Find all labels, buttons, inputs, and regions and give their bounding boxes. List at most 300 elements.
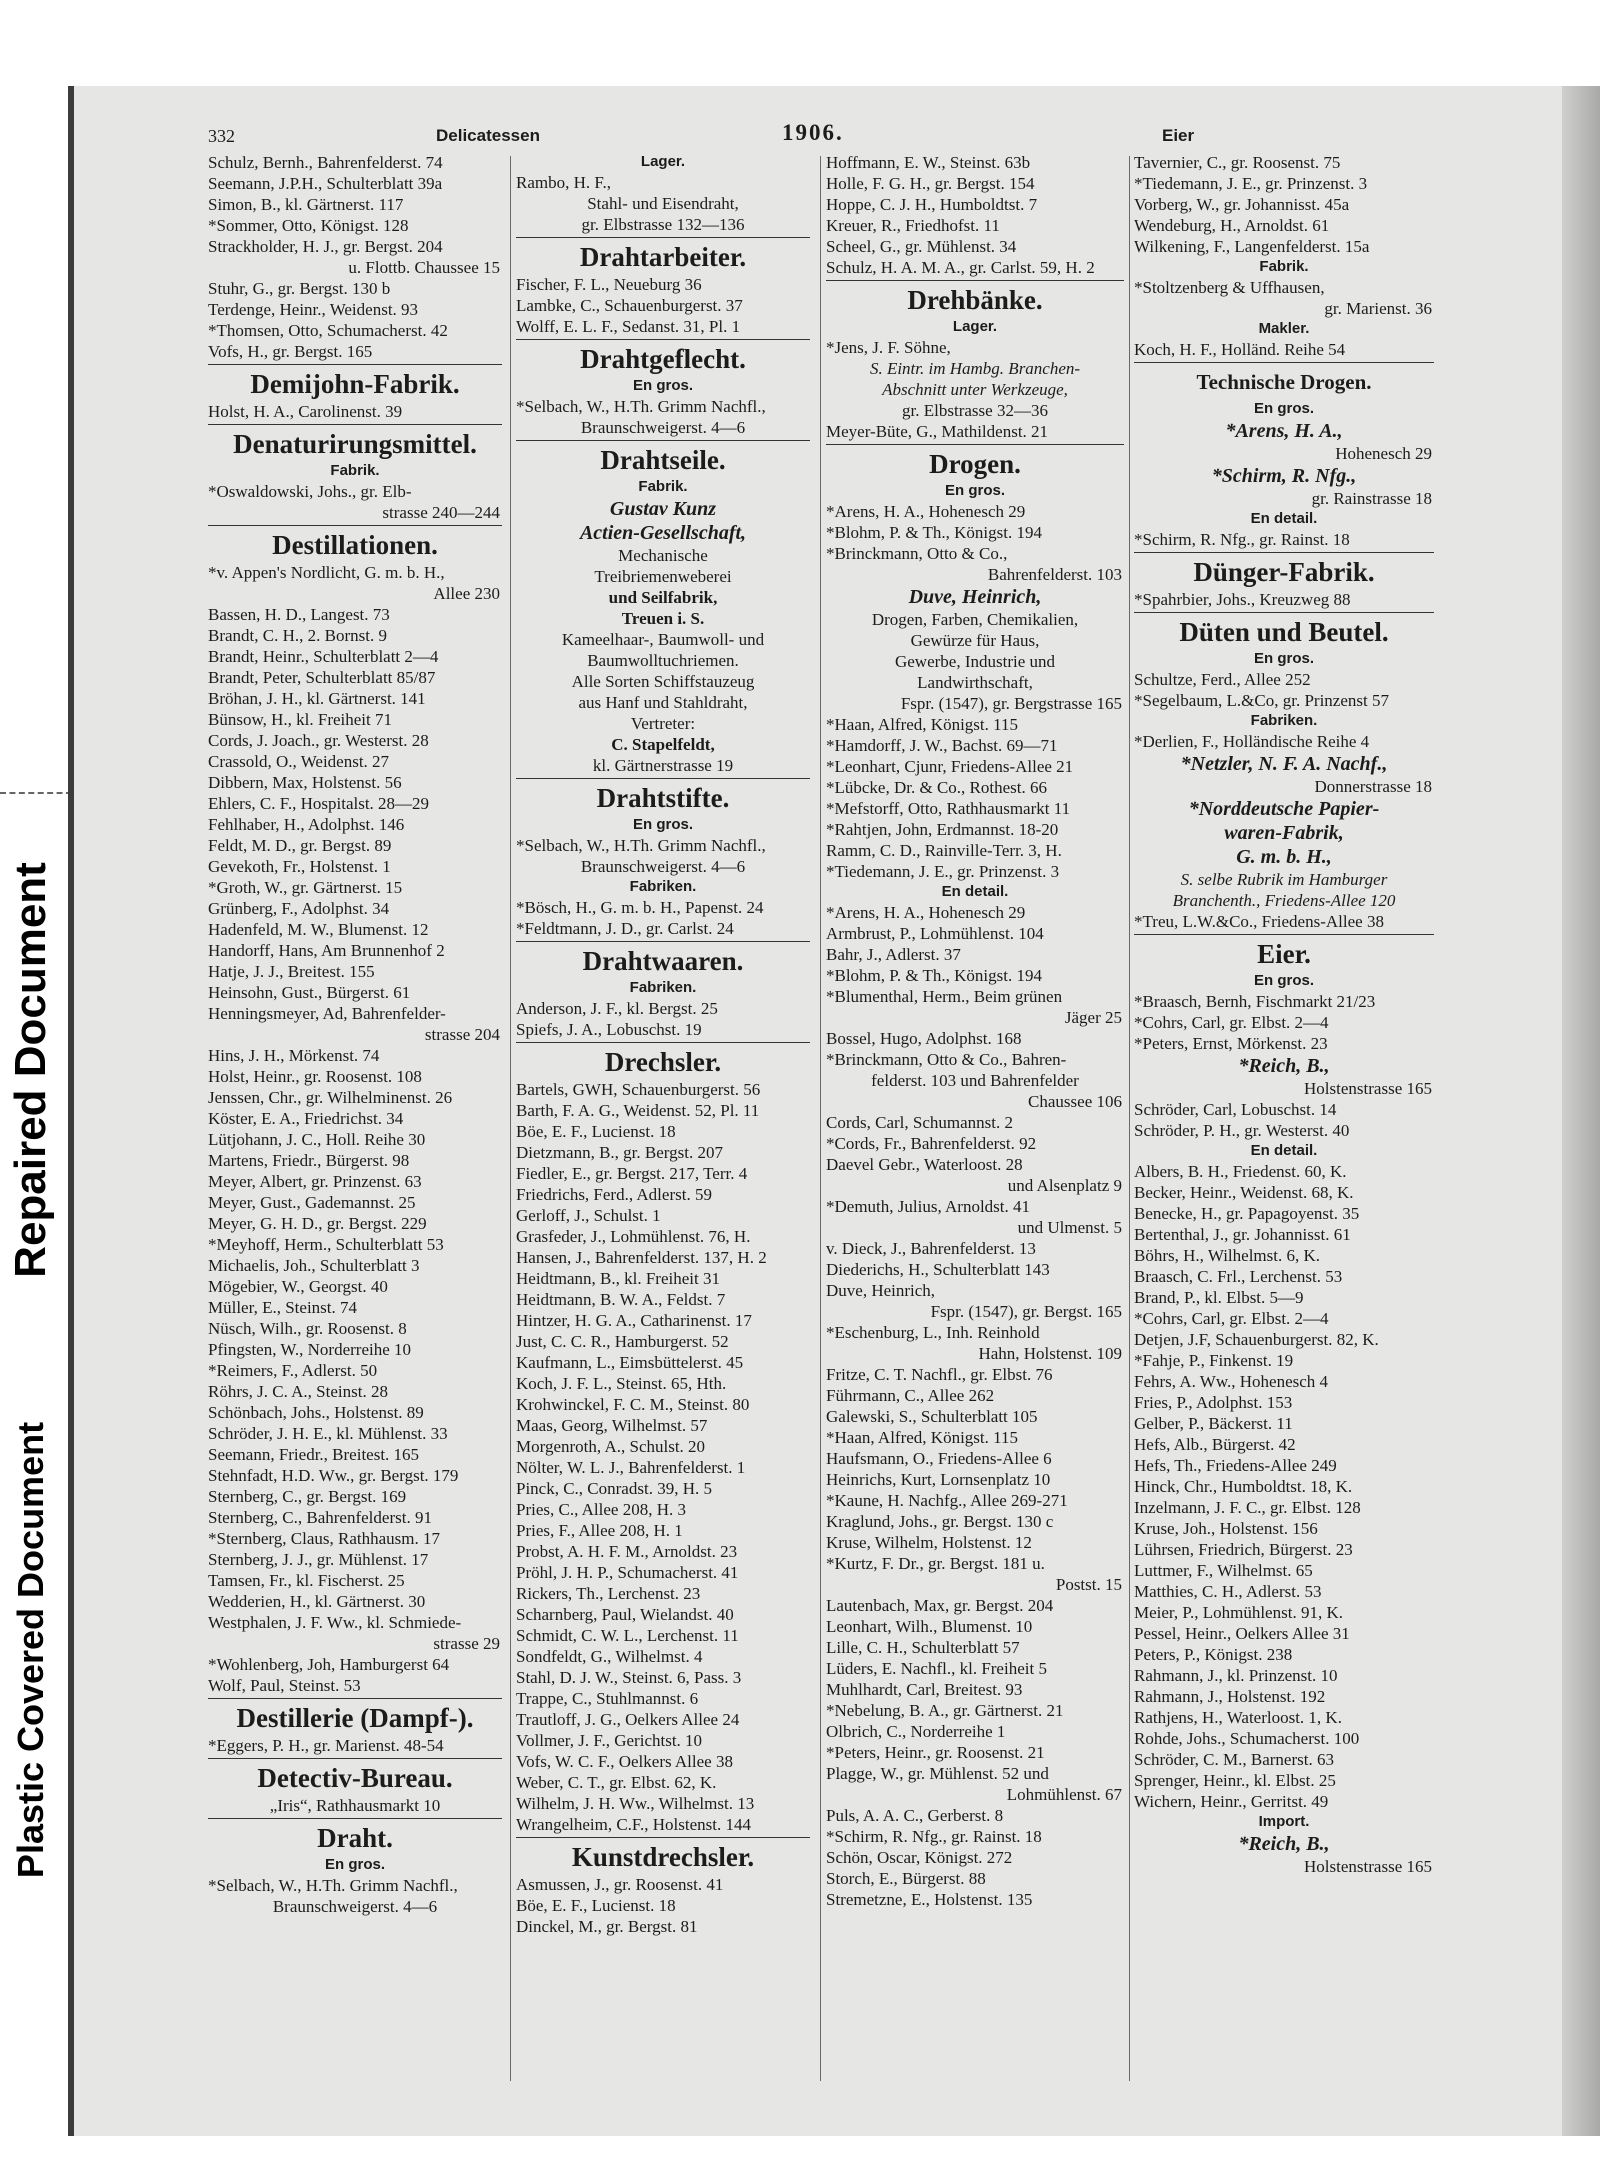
directory-entry: *Brinckmann, Otto & Co., xyxy=(826,544,1008,563)
ad-text-line: Mechanische xyxy=(618,546,708,565)
directory-entry: Meier, P., Lohmühlenst. 91, K. xyxy=(1134,1603,1343,1622)
directory-entry: Michaelis, Joh., Schulterblatt 3 xyxy=(208,1256,420,1275)
repaired-document-label: Repaired Document xyxy=(6,862,55,1278)
directory-entry: Brandt, Peter, Schulterblatt 85/87 xyxy=(208,668,436,687)
directory-entry: Tamsen, Fr., kl. Fischerst. 25 xyxy=(208,1571,405,1590)
directory-entry: Holst, H. A., Carolinenst. 39 xyxy=(208,402,403,421)
directory-entry: Bünsow, H., kl. Freiheit 71 xyxy=(208,710,393,729)
directory-entry: Wichern, Heinr., Gerritst. 49 xyxy=(1134,1792,1329,1811)
section-rule xyxy=(516,339,810,340)
section-heading: Technische Drogen. xyxy=(1196,370,1372,394)
directory-entry: Inzelmann, J. F. C., gr. Elbst. 128 xyxy=(1134,1498,1361,1517)
subsection-label: En gros. xyxy=(1253,400,1314,417)
section-heading: Düten und Beutel. xyxy=(1179,617,1389,647)
entry-continuation: gr. Rainstrasse 18 xyxy=(1311,489,1432,508)
entry-continuation: und Alsenplatz 9 xyxy=(1007,1176,1122,1195)
directory-entry: Rohde, Johs., Schumacherst. 100 xyxy=(1134,1729,1360,1748)
ad-text-line: Landwirthschaft, xyxy=(917,673,1033,692)
directory-column-2 xyxy=(516,152,810,2082)
directory-entry: Becker, Heinr., Weidenst. 68, K. xyxy=(1134,1183,1354,1202)
subsection-label: En gros. xyxy=(1253,972,1314,989)
directory-entry: *Blohm, P. & Th., Königst. 194 xyxy=(826,966,1042,985)
directory-entry: Hintzer, H. G. A., Catharinenst. 17 xyxy=(516,1311,752,1330)
section-rule xyxy=(516,778,810,779)
directory-entry: Vofs, H., gr. Bergst. 165 xyxy=(208,342,373,361)
directory-entry: Schulz, H. A. M. A., gr. Carlst. 59, H. 2 xyxy=(826,258,1095,277)
directory-entry: Pfingsten, W., Norderreihe 10 xyxy=(208,1340,412,1359)
directory-entry: *Thomsen, Otto, Schumacherst. 42 xyxy=(208,321,448,340)
directory-entry: Puls, A. A. C., Gerberst. 8 xyxy=(826,1806,1004,1825)
entry-continuation: Holstenstrasse 165 xyxy=(1304,1857,1432,1876)
entry-continuation: Hohenesch 29 xyxy=(1335,444,1432,463)
directory-entry: *Meyhoff, Herm., Schulterblatt 53 xyxy=(208,1235,444,1254)
directory-entry: *Peters, Ernst, Mörkenst. 23 xyxy=(1134,1034,1328,1053)
directory-entry: Lille, C. H., Schulterblatt 57 xyxy=(826,1638,1020,1657)
directory-entry: Stahl, D. J. W., Steinst. 6, Pass. 3 xyxy=(516,1668,742,1687)
directory-entry: Stehnfadt, H.D. Ww., gr. Bergst. 179 xyxy=(208,1466,459,1485)
ad-text-line: Braunschweigerst. 4—6 xyxy=(580,418,746,437)
ad-text-line: gr. Elbstrasse 32—36 xyxy=(902,401,1048,420)
subsection-label: En gros. xyxy=(324,1856,385,1873)
directory-entry: Dietzmann, B., gr. Bergst. 207 xyxy=(516,1143,723,1162)
directory-entry: Köster, E. A., Friedrichst. 34 xyxy=(208,1109,404,1128)
ad-text-line: Kameelhaar-, Baumwoll- und xyxy=(561,630,765,649)
section-heading: Eier. xyxy=(1257,939,1311,969)
directory-entry: Fehrs, A. Ww., Hohenesch 4 xyxy=(1134,1372,1329,1391)
running-head-year: 1906. xyxy=(782,120,844,145)
featured-entry-name: G. m. b. H., xyxy=(1236,846,1332,868)
directory-entry: Fritze, C. T. Nachfl., gr. Elbst. 76 xyxy=(826,1365,1053,1384)
directory-entry: *Mefstorff, Otto, Rathhausmarkt 11 xyxy=(826,799,1071,818)
directory-entry: Hins, J. H., Mörkenst. 74 xyxy=(208,1046,380,1065)
featured-entry-name: *Reich, B., xyxy=(1238,1833,1330,1855)
featured-entry-name: *Netzler, N. F. A. Nachf., xyxy=(1180,753,1388,775)
directory-entry: *Demuth, Julius, Arnoldst. 41 xyxy=(826,1197,1031,1216)
subsection-label: Lager. xyxy=(640,153,686,170)
directory-entry: Simon, B., kl. Gärtnerst. 117 xyxy=(208,195,404,214)
section-heading: Drahtseile. xyxy=(600,445,726,475)
directory-entry: *Cohrs, Carl, gr. Elbst. 2—4 xyxy=(1134,1013,1329,1032)
section-rule xyxy=(208,1758,502,1759)
directory-entry: *Cords, Fr., Bahrenfelderst. 92 xyxy=(826,1134,1037,1153)
page-edge-shadow xyxy=(1562,86,1600,2136)
directory-entry: Barth, F. A. G., Weidenst. 52, Pl. 11 xyxy=(516,1101,760,1120)
directory-entry: Sprenger, Heinr., kl. Elbst. 25 xyxy=(1134,1771,1336,1790)
section-rule xyxy=(516,440,810,441)
directory-entry: Holle, F. G. H., gr. Bergst. 154 xyxy=(826,174,1035,193)
directory-entry: Heidtmann, B., kl. Freiheit 31 xyxy=(516,1269,720,1288)
featured-entry-name: Actien-Gesellschaft, xyxy=(579,522,747,544)
directory-entry: Schmidt, C. W. L., Lerchenst. 11 xyxy=(516,1626,739,1645)
directory-entry: Armbrust, P., Lohmühlenst. 104 xyxy=(826,924,1044,943)
directory-entry: Sternberg, C., gr. Bergst. 169 xyxy=(208,1487,407,1506)
directory-entry: *Selbach, W., H.Th. Grimm Nachfl., xyxy=(516,836,766,855)
running-head-left: Delicatessen xyxy=(436,126,540,145)
directory-entry: *Derlien, F., Holländische Reihe 4 xyxy=(1134,732,1370,751)
directory-entry: *v. Appen's Nordlicht, G. m. b. H., xyxy=(208,563,445,582)
directory-entry: Detjen, J.F, Schauenburgerst. 82, K. xyxy=(1134,1330,1379,1349)
directory-entry: Strackholder, H. J., gr. Bergst. 204 xyxy=(208,237,443,256)
featured-entry-name: *Arens, H. A., xyxy=(1225,420,1343,442)
directory-entry: Pries, F., Allee 208, H. 1 xyxy=(516,1521,683,1540)
directory-entry: *Eggers, P. H., gr. Marienst. 48-54 xyxy=(208,1736,444,1755)
directory-entry: Haufsmann, O., Friedens-Allee 6 xyxy=(826,1449,1052,1468)
section-rule xyxy=(208,424,502,425)
directory-entry: Spiefs, J. A., Lobuschst. 19 xyxy=(516,1020,702,1039)
section-heading: Demijohn-Fabrik. xyxy=(250,369,460,399)
directory-entry: Heinrichs, Kurt, Lornsenplatz 10 xyxy=(826,1470,1051,1489)
featured-entry-name: waren-Fabrik, xyxy=(1224,822,1344,844)
directory-entry: *Kaune, H. Nachfg., Allee 269-271 xyxy=(826,1491,1068,1510)
directory-entry: *Treu, L.W.&Co., Friedens-Allee 38 xyxy=(1134,912,1384,931)
document-status-sidebar xyxy=(0,0,62,2177)
subsection-label: Import. xyxy=(1258,1813,1310,1830)
directory-entry: Crassold, O., Weidenst. 27 xyxy=(208,752,390,771)
ad-text-line: Stahl- und Eisendraht, xyxy=(587,194,739,213)
directory-entry: Kreuer, R., Friedhofst. 11 xyxy=(826,216,1000,235)
directory-entry: Schultze, Ferd., Allee 252 xyxy=(1134,670,1311,689)
note-line: Branchenth., Friedens-Allee 120 xyxy=(1172,891,1396,910)
directory-entry: Asmussen, J., gr. Roosenst. 41 xyxy=(516,1875,724,1894)
directory-entry: Cords, Carl, Schumannst. 2 xyxy=(826,1113,1013,1132)
directory-entry: Rambo, H. F., xyxy=(516,173,611,192)
section-rule xyxy=(1134,934,1434,935)
section-heading: Drahtarbeiter. xyxy=(579,242,747,272)
directory-entry: *Groth, W., gr. Gärtnerst. 15 xyxy=(208,878,403,897)
section-heading: Destillerie (Dampf-). xyxy=(236,1703,474,1733)
directory-entry: Hatje, J. J., Breitest. 155 xyxy=(208,962,375,981)
directory-entry: Leonhart, Wilh., Blumenst. 10 xyxy=(826,1617,1033,1636)
directory-entry: *Selbach, W., H.Th. Grimm Nachfl., xyxy=(208,1876,458,1895)
directory-entry: Röhrs, J. C. A., Steinst. 28 xyxy=(208,1382,388,1401)
directory-entry: *Arens, H. A., Hohenesch 29 xyxy=(826,903,1026,922)
ad-text-line: aus Hanf und Stahldraht, xyxy=(578,693,748,712)
column-rule xyxy=(1129,156,1130,2081)
directory-entry: Holst, Heinr., gr. Roosenst. 108 xyxy=(208,1067,422,1086)
directory-entry: Sondfeldt, G., Wilhelmst. 4 xyxy=(516,1647,703,1666)
directory-entry: *Schirm, R. Nfg., gr. Rainst. 18 xyxy=(826,1827,1042,1846)
directory-entry: Pinck, C., Conradst. 39, H. 5 xyxy=(516,1479,712,1498)
directory-entry: Heinsohn, Gust., Bürgerst. 61 xyxy=(208,983,411,1002)
ad-text-line: gr. Elbstrasse 132—136 xyxy=(581,215,745,234)
directory-entry: Hefs, Th., Friedens-Allee 249 xyxy=(1134,1456,1337,1475)
directory-entry: Schön, Oscar, Königst. 272 xyxy=(826,1848,1013,1867)
ad-text-line: und Seilfabrik, xyxy=(608,588,718,607)
section-rule xyxy=(516,1042,810,1043)
directory-entry: Schröder, Carl, Lobuschst. 14 xyxy=(1134,1100,1337,1119)
directory-entry: Schröder, C. M., Barnerst. 63 xyxy=(1134,1750,1334,1769)
directory-entry: Seemann, Friedr., Breitest. 165 xyxy=(208,1445,420,1464)
directory-entry: Kaufmann, L., Eimsbüttelerst. 45 xyxy=(516,1353,744,1372)
directory-entry: *Eschenburg, L., Inh. Reinhold xyxy=(826,1323,1040,1342)
directory-entry: Hoffmann, E. W., Steinst. 63b xyxy=(826,153,1031,172)
ad-text-line: Treibriemenweberei xyxy=(594,567,732,586)
directory-entry: Weber, C. T., gr. Elbst. 62, K. xyxy=(516,1773,717,1792)
section-rule xyxy=(516,941,810,942)
directory-entry: Gelber, P., Bäckerst. 11 xyxy=(1134,1414,1293,1433)
directory-entry: Gerloff, J., Schulst. 1 xyxy=(516,1206,661,1225)
directory-entry: Anderson, J. F., kl. Bergst. 25 xyxy=(516,999,718,1018)
subsection-label: En gros. xyxy=(632,816,693,833)
directory-entry: Hadenfeld, M. W., Blumenst. 12 xyxy=(208,920,429,939)
entry-continuation: Postst. 15 xyxy=(1055,1575,1122,1594)
directory-entry: Schönbach, Johs., Holstenst. 89 xyxy=(208,1403,424,1422)
section-heading: Kunstdrechsler. xyxy=(571,1842,755,1872)
directory-entry: *Feldtmann, J. D., gr. Carlst. 24 xyxy=(516,919,734,938)
ad-text-line: felderst. 103 und Bahrenfelder xyxy=(871,1071,1079,1090)
directory-entry: Hefs, Alb., Bürgerst. 42 xyxy=(1134,1435,1296,1454)
directory-entry: Bertenthal, J., gr. Johannisst. 61 xyxy=(1134,1225,1351,1244)
page-number: 332 xyxy=(208,126,235,146)
section-heading: Drehbänke. xyxy=(907,285,1043,315)
directory-entry: Scheel, G., gr. Mühlenst. 34 xyxy=(826,237,1017,256)
directory-entry: Nüsch, Wilh., gr. Roosenst. 8 xyxy=(208,1319,407,1338)
directory-entry: Lüders, E. Nachfl., kl. Freiheit 5 xyxy=(826,1659,1047,1678)
directory-entry: Bassen, H. D., Langest. 73 xyxy=(208,605,390,624)
directory-entry: Koch, H. F., Holländ. Reihe 54 xyxy=(1134,340,1346,359)
directory-entry: Mögebier, W., Georgst. 40 xyxy=(208,1277,388,1296)
directory-entry: Sternberg, J. J., gr. Mühlenst. 17 xyxy=(208,1550,429,1569)
directory-entry: Dinckel, M., gr. Bergst. 81 xyxy=(516,1917,698,1936)
directory-entry: Grasfeder, J., Lohmühlenst. 76, H. xyxy=(516,1227,751,1246)
directory-entry: *Selbach, W., H.Th. Grimm Nachfl., xyxy=(516,397,766,416)
directory-entry: *Lübcke, Dr. & Co., Rothest. 66 xyxy=(826,778,1047,797)
directory-entry: Führmann, C., Allee 262 xyxy=(826,1386,995,1405)
section-rule xyxy=(826,444,1124,445)
directory-entry: Fries, P., Adolphst. 153 xyxy=(1134,1393,1293,1412)
directory-entry: *Cohrs, Carl, gr. Elbst. 2—4 xyxy=(1134,1309,1329,1328)
directory-entry: Wolf, Paul, Steinst. 53 xyxy=(208,1676,361,1695)
directory-entry: *Haan, Alfred, Königst. 115 xyxy=(826,715,1019,734)
entry-continuation: strasse 29 xyxy=(433,1634,500,1653)
directory-entry: Wilkening, F., Langenfelderst. 15a xyxy=(1134,237,1370,256)
directory-entry: Fehlhaber, H., Adolphst. 146 xyxy=(208,815,405,834)
subsection-label: Fabriken. xyxy=(629,878,697,895)
directory-entry: Böe, E. F., Lucienst. 18 xyxy=(516,1896,676,1915)
directory-entry: Friedrichs, Ferd., Adlerst. 59 xyxy=(516,1185,712,1204)
directory-entry: Hinck, Chr., Humboldtst. 18, K. xyxy=(1134,1477,1353,1496)
section-rule xyxy=(516,237,810,238)
section-rule xyxy=(208,1698,502,1699)
note-line: S. Eintr. im Hambg. Branchen- xyxy=(869,359,1081,378)
directory-entry: Albers, B. H., Friedenst. 60, K. xyxy=(1134,1162,1347,1181)
directory-entry: Hoppe, C. J. H., Humboldtst. 7 xyxy=(826,195,1038,214)
directory-entry: Just, C. C. R., Hamburgerst. 52 xyxy=(516,1332,729,1351)
entry-continuation: Chaussee 106 xyxy=(1028,1092,1122,1111)
ad-text-line: „Iris“, Rathhausmarkt 10 xyxy=(269,1796,441,1815)
section-heading: Detectiv-Bureau. xyxy=(257,1763,453,1793)
directory-entry: *Bösch, H., G. m. b. H., Papenst. 24 xyxy=(516,898,764,917)
directory-entry: Maas, Georg, Wilhelmst. 57 xyxy=(516,1416,708,1435)
directory-entry: Meyer, G. H. D., gr. Bergst. 229 xyxy=(208,1214,427,1233)
directory-column-4 xyxy=(1134,152,1434,2082)
section-heading: Denaturirungsmittel. xyxy=(233,429,477,459)
entry-continuation: Holstenstrasse 165 xyxy=(1304,1079,1432,1098)
directory-entry: Trautloff, J. G., Oelkers Allee 24 xyxy=(516,1710,740,1729)
section-rule xyxy=(208,364,502,365)
directory-entry: Kraglund, Johs., gr. Bergst. 130 c xyxy=(826,1512,1054,1531)
featured-entry-name: *Schirm, R. Nfg., xyxy=(1211,465,1357,487)
directory-entry: Heidtmann, B. W. A., Feldst. 7 xyxy=(516,1290,726,1309)
directory-entry: Sternberg, C., Bahrenfelderst. 91 xyxy=(208,1508,432,1527)
directory-entry: Schröder, P. H., gr. Westerst. 40 xyxy=(1134,1121,1350,1140)
section-heading: Drahtstifte. xyxy=(596,783,730,813)
directory-entry: Ramm, C. D., Rainville-Terr. 3, H. xyxy=(826,841,1062,860)
ad-text-line: C. Stapelfeldt, xyxy=(611,735,715,754)
directory-entry: Rahmann, J., Holstenst. 192 xyxy=(1134,1687,1326,1706)
directory-entry: Hansen, J., Bahrenfelderst. 137, H. 2 xyxy=(516,1248,767,1267)
directory-entry: *Nebelung, B. A., gr. Gärtnerst. 21 xyxy=(826,1701,1064,1720)
directory-entry: Böe, E. F., Lucienst. 18 xyxy=(516,1122,676,1141)
directory-entry: *Blumenthal, Herm., Beim grünen xyxy=(826,987,1063,1006)
subsection-label: Fabrik. xyxy=(330,462,380,479)
ad-text-line: Drogen, Farben, Chemikalien, xyxy=(871,610,1079,629)
directory-entry: Brandt, C. H., 2. Bornst. 9 xyxy=(208,626,387,645)
directory-entry: *Tiedemann, J. E., gr. Prinzenst. 3 xyxy=(1134,174,1368,193)
section-rule xyxy=(1134,612,1434,613)
ad-text-line: kl. Gärtnerstrasse 19 xyxy=(592,756,734,775)
directory-entry: Vorberg, W., gr. Johannisst. 45a xyxy=(1134,195,1350,214)
subsection-label: Fabriken. xyxy=(629,979,697,996)
entry-continuation: strasse 240—244 xyxy=(382,503,500,522)
directory-entry: Wendeburg, H., Arnoldst. 61 xyxy=(1134,216,1330,235)
section-heading: Destillationen. xyxy=(272,530,438,560)
directory-entry: *Haan, Alfred, Königst. 115 xyxy=(826,1428,1019,1447)
directory-entry: *Jens, J. F. Söhne, xyxy=(826,338,951,357)
directory-entry: *Stoltzenberg & Uffhausen, xyxy=(1134,278,1325,297)
ad-text-line: Treuen i. S. xyxy=(621,609,705,628)
section-heading: Drahtwaaren. xyxy=(582,946,744,976)
directory-entry: Vollmer, J. F., Gerichtst. 10 xyxy=(516,1731,703,1750)
entry-continuation: Fspr. (1547), gr. Bergstrasse 165 xyxy=(900,694,1122,713)
subsection-label: Fabrik. xyxy=(638,478,688,495)
directory-entry: Jenssen, Chr., gr. Wilhelminenst. 26 xyxy=(208,1088,453,1107)
directory-entry: Pries, C., Allee 208, H. 3 xyxy=(516,1500,686,1519)
subsection-label: En gros. xyxy=(1253,650,1314,667)
entry-continuation: Hahn, Holstenst. 109 xyxy=(978,1344,1122,1363)
subsection-label: En detail. xyxy=(1250,1142,1318,1159)
directory-entry: Cords, J. Joach., gr. Westerst. 28 xyxy=(208,731,429,750)
directory-entry: *Brinckmann, Otto & Co., Bahren- xyxy=(826,1050,1067,1069)
entry-continuation: Fspr. (1547), gr. Bergst. 165 xyxy=(930,1302,1122,1321)
subsection-label: En gros. xyxy=(632,377,693,394)
ad-text-line: Gewerbe, Industrie und xyxy=(894,652,1056,671)
section-heading: Drahtgeflecht. xyxy=(580,344,746,374)
directory-entry: *Kurtz, F. Dr., gr. Bergst. 181 u. xyxy=(826,1554,1045,1573)
entry-continuation: und Ulmenst. 5 xyxy=(1017,1218,1122,1237)
subsection-label: Fabriken. xyxy=(1250,712,1318,729)
section-rule xyxy=(208,525,502,526)
section-rule xyxy=(1134,362,1434,363)
directory-entry: Böhrs, H., Wilhelmst. 6, K. xyxy=(1134,1246,1321,1265)
directory-entry: Pröhl, J. H. P., Schumacherst. 41 xyxy=(516,1563,739,1582)
directory-entry: v. Dieck, J., Bahrenfelderst. 13 xyxy=(826,1239,1036,1258)
section-rule xyxy=(826,280,1124,281)
directory-entry: Wilhelm, J. H. Ww., Wilhelmst. 13 xyxy=(516,1794,755,1813)
subsection-label: En detail. xyxy=(941,883,1009,900)
directory-entry: Westphalen, J. F. Ww., kl. Schmiede- xyxy=(208,1613,462,1632)
directory-entry: Kruse, Joh., Holstenst. 156 xyxy=(1134,1519,1318,1538)
featured-entry-name: *Norddeutsche Papier- xyxy=(1188,798,1380,820)
section-heading: Drogen. xyxy=(929,449,1021,479)
section-heading: Dünger-Fabrik. xyxy=(1193,557,1375,587)
featured-entry-name: *Reich, B., xyxy=(1238,1055,1330,1077)
directory-entry: Muhlhardt, Carl, Breitest. 93 xyxy=(826,1680,1023,1699)
directory-entry: Rahmann, J., kl. Prinzenst. 10 xyxy=(1134,1666,1338,1685)
plastic-covered-document-label: Plastic Covered Document xyxy=(10,1421,51,1879)
directory-entry: Vofs, W. C. F., Oelkers Allee 38 xyxy=(516,1752,733,1771)
directory-entry: Wolff, E. L. F., Sedanst. 31, Pl. 1 xyxy=(516,317,741,336)
directory-entry: Seemann, J.P.H., Schulterblatt 39a xyxy=(208,174,443,193)
directory-entry: Lambke, C., Schauenburgerst. 37 xyxy=(516,296,743,315)
section-rule xyxy=(516,1837,810,1838)
entry-continuation: strasse 204 xyxy=(424,1025,500,1044)
directory-entry: Bröhan, J. H., kl. Gärtnerst. 141 xyxy=(208,689,426,708)
subsection-label: Makler. xyxy=(1258,320,1310,337)
directory-entry: Diederichs, H., Schulterblatt 143 xyxy=(826,1260,1050,1279)
directory-entry: Henningsmeyer, Ad, Bahrenfelder- xyxy=(208,1004,446,1023)
directory-entry: *Schirm, R. Nfg., gr. Rainst. 18 xyxy=(1134,530,1350,549)
directory-entry: Terdenge, Heinr., Weidenst. 93 xyxy=(208,300,419,319)
directory-entry: Schulz, Bernh., Bahrenfelderst. 74 xyxy=(208,153,443,172)
directory-entry: Fischer, F. L., Neueburg 36 xyxy=(516,275,702,294)
directory-entry: Meyer, Albert, gr. Prinzenst. 63 xyxy=(208,1172,422,1191)
directory-entry: Fiedler, E., gr. Bergst. 217, Terr. 4 xyxy=(516,1164,748,1183)
directory-entry: Storch, E., Bürgerst. 88 xyxy=(826,1869,986,1888)
directory-entry: Brand, P., kl. Elbst. 5—9 xyxy=(1134,1288,1304,1307)
ad-text-line: Braunschweigerst. 4—6 xyxy=(272,1897,438,1916)
ad-text-line: Baumwolltuchriemen. xyxy=(587,651,739,670)
directory-entry: Grünberg, F., Adolphst. 34 xyxy=(208,899,390,918)
directory-entry: Wedderien, H., kl. Gärtnerst. 30 xyxy=(208,1592,426,1611)
directory-entry: Lautenbach, Max, gr. Bergst. 204 xyxy=(826,1596,1054,1615)
directory-entry: Stuhr, G., gr. Bergst. 130 b xyxy=(208,279,391,298)
directory-entry: *Reimers, F., Adlerst. 50 xyxy=(208,1361,378,1380)
ad-text-line: Vertreter: xyxy=(630,714,696,733)
subsection-label: En gros. xyxy=(944,482,1005,499)
subsection-label: En detail. xyxy=(1250,510,1318,527)
directory-entry: Rickers, Th., Lerchenst. 23 xyxy=(516,1584,701,1603)
directory-entry: Wrangelheim, C.F., Holstenst. 144 xyxy=(516,1815,751,1834)
ad-text-line: Braunschweigerst. 4—6 xyxy=(580,857,746,876)
directory-entry: Daevel Gebr., Waterloost. 28 xyxy=(826,1155,1023,1174)
directory-entry: Olbrich, C., Norderreihe 1 xyxy=(826,1722,1006,1741)
directory-entry: Trappe, C., Stuhlmannst. 6 xyxy=(516,1689,699,1708)
directory-entry: Probst, A. H. F. M., Arnoldst. 23 xyxy=(516,1542,738,1561)
entry-continuation: Lohmühlenst. 67 xyxy=(1006,1785,1122,1804)
section-heading: Draht. xyxy=(317,1823,393,1853)
directory-entry: *Fahje, P., Finkenst. 19 xyxy=(1134,1351,1294,1370)
directory-entry: Nölter, W. L. J., Bahrenfelderst. 1 xyxy=(516,1458,746,1477)
directory-entry: Lührsen, Friedrich, Bürgerst. 23 xyxy=(1134,1540,1353,1559)
note-line: Abschnitt unter Werkzeuge, xyxy=(882,380,1068,399)
featured-entry-name: Duve, Heinrich, xyxy=(908,586,1042,608)
entry-continuation: Bahrenfelderst. 103 xyxy=(987,565,1122,584)
directory-entry: *Sternberg, Claus, Rathhausm. 17 xyxy=(208,1529,440,1548)
directory-entry: Lütjohann, J. C., Holl. Reihe 30 xyxy=(208,1130,426,1149)
entry-continuation: Jäger 25 xyxy=(1064,1008,1122,1027)
directory-entry: Bahr, J., Adlerst. 37 xyxy=(826,945,961,964)
subsection-label: Lager. xyxy=(952,318,998,335)
directory-entry: Koch, J. F. L., Steinst. 65, Hth. xyxy=(516,1374,727,1393)
section-rule xyxy=(208,1818,502,1819)
directory-entry: Ehlers, C. F., Hospitalst. 28—29 xyxy=(208,794,430,813)
directory-entry: *Arens, H. A., Hohenesch 29 xyxy=(826,502,1026,521)
directory-entry: Braasch, C. Frl., Lerchenst. 53 xyxy=(1134,1267,1343,1286)
directory-entry: Pessel, Heinr., Oelkers Allee 31 xyxy=(1134,1624,1350,1643)
directory-entry: Kruse, Wilhelm, Holstenst. 12 xyxy=(826,1533,1032,1552)
directory-entry: Bartels, GWH, Schauenburgerst. 56 xyxy=(516,1080,761,1099)
